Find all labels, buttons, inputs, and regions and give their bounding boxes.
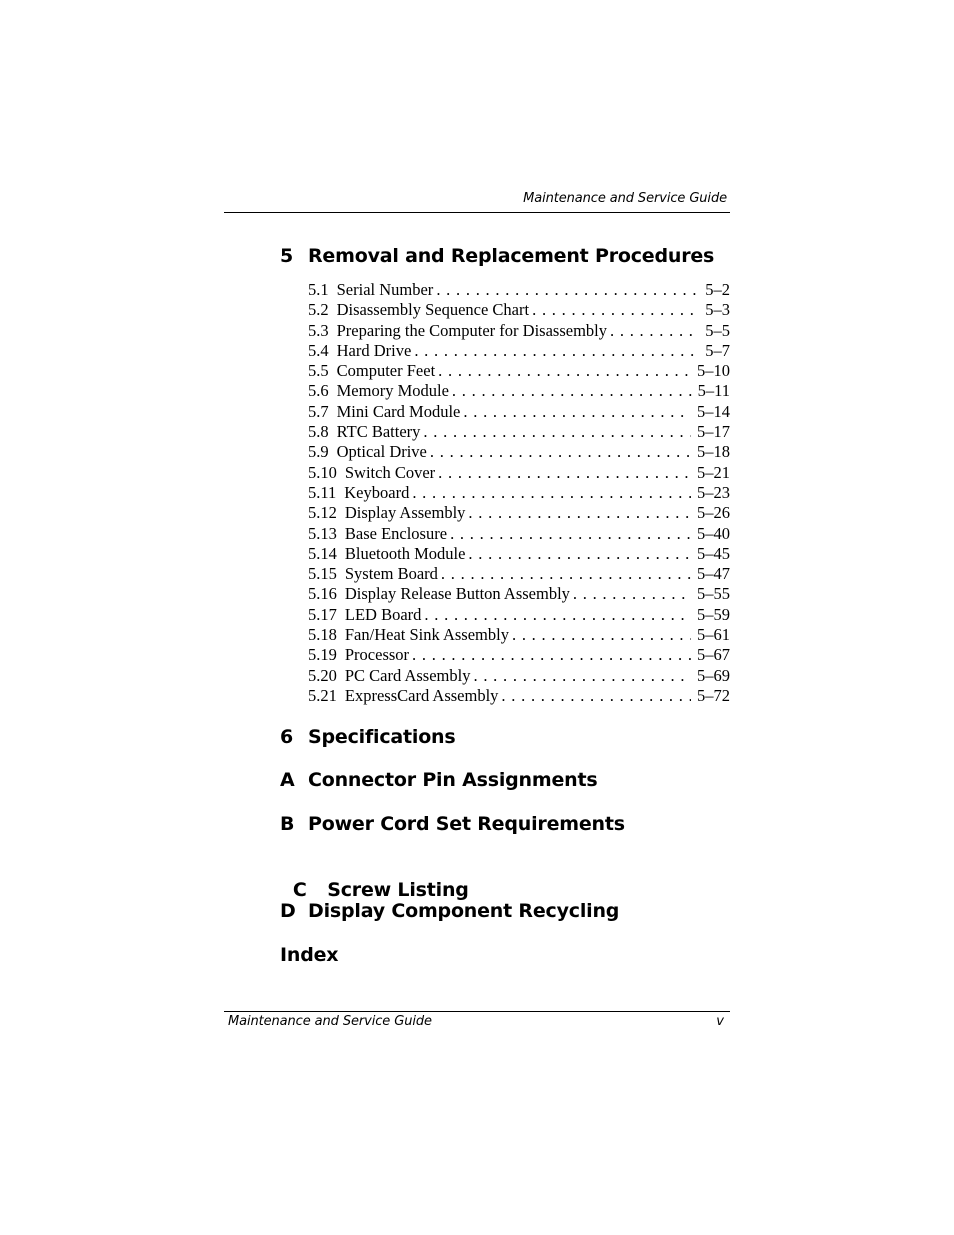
section-title: RTC Battery [336,422,421,442]
dot-leader [424,605,691,625]
page-ref: 5–72 [697,685,730,705]
dot-leader [463,402,691,422]
section-title: Display Assembly [344,503,466,523]
section-number: 5.10 [308,462,337,482]
chapter-title: Screw Listing [320,879,469,901]
section-title: Switch Cover [344,462,436,482]
section-title: PC Card Assembly [344,665,471,685]
chapter-title: Index [280,944,339,966]
dot-leader [436,280,699,300]
page-ref: 5–18 [697,442,730,462]
toc-entry-5-20[interactable] [308,666,730,686]
section-number: 5.9 [308,442,329,462]
chapter-number: 5 [280,245,294,267]
section-number: 5.7 [308,401,329,421]
toc-entry-5-14[interactable] [308,544,730,564]
dot-leader [512,625,691,645]
dot-leader [501,686,691,706]
toc-entry-5-9[interactable] [308,442,730,462]
page-ref: 5–5 [705,320,730,340]
chapter-title: Removal and Replacement Procedures [308,245,715,267]
section-number: 5.8 [308,422,329,442]
page-footer [224,1011,730,1034]
toc-entry-5-12[interactable] [308,503,730,523]
section-number: 5.6 [308,381,329,401]
toc-entry-5-19[interactable] [308,645,730,665]
page-ref: 5–17 [697,422,730,442]
toc-entry-5-18[interactable] [308,625,730,645]
chapter-title: Specifications [308,726,456,748]
dot-leader [412,483,691,503]
page-ref: 5–47 [697,564,730,584]
page-ref: 5–10 [697,361,730,381]
section-title: Fan/Heat Sink Assembly [344,625,509,645]
toc-entry-5-4[interactable] [308,341,730,361]
chapter-heading-d[interactable] [280,900,619,922]
section-number: 5.3 [308,320,329,340]
section-title: Bluetooth Module [344,543,466,563]
chapter-heading-5[interactable] [280,245,714,267]
page-ref: 5–14 [697,401,730,421]
page-number: v [716,1014,724,1029]
section-title: Optical Drive [336,442,427,462]
section-title: Disassembly Sequence Chart [336,300,530,320]
section-title: Base Enclosure [344,523,448,543]
page-ref: 5–11 [697,381,730,401]
toc-entry-5-16[interactable] [308,584,730,604]
toc-entry-5-3[interactable] [308,321,730,341]
page-ref: 5–2 [705,280,730,299]
section-number: 5.21 [308,685,337,705]
section-number: 5.19 [308,645,337,665]
chapter-heading-index[interactable] [280,944,338,966]
chapter-number: 6 [280,726,294,748]
page-ref: 5–59 [697,604,730,624]
section-number: 5.13 [308,523,337,543]
toc-entry-5-11[interactable] [308,483,730,503]
section-number: 5.12 [308,503,337,523]
section-title: Display Release Button Assembly [344,584,570,604]
chapter-number: B [280,813,295,835]
section-number: 5.16 [308,584,337,604]
section-title: Processor [344,645,410,665]
header-running-title: Maintenance and Service Guide [523,191,727,206]
page-ref: 5–69 [697,665,730,685]
section-number: 5.4 [308,340,329,360]
toc-entry-5-5[interactable] [308,361,730,381]
chapter-heading-c[interactable] [280,857,469,901]
toc-entry-5-21[interactable] [308,686,730,706]
section-title: System Board [344,564,438,584]
section-title: Memory Module [336,381,449,401]
dot-leader [414,341,699,361]
section-number: 5.14 [308,543,337,563]
chapter-heading-6[interactable] [280,726,456,748]
dot-leader [430,442,691,462]
section-number: 5.5 [308,361,329,381]
toc-section-list [308,280,730,706]
chapter-number: A [280,769,295,791]
dot-leader [438,361,691,381]
section-title: Mini Card Module [336,401,461,421]
dot-leader [468,503,691,523]
toc-entry-5-1[interactable] [308,280,730,300]
page-ref: 5–23 [697,482,730,502]
section-number: 5.2 [308,300,329,320]
section-title: ExpressCard Assembly [344,685,499,705]
page-ref: 5–21 [697,462,730,482]
page-ref: 5–55 [697,584,730,604]
chapter-title: Display Component Recycling [308,900,620,922]
page-header [224,190,730,213]
section-title: Serial Number [336,280,434,299]
dot-leader [438,463,691,483]
dot-leader [441,564,691,584]
toc-entry-5-8[interactable] [308,422,730,442]
section-title: LED Board [344,604,422,624]
footer-running-title: Maintenance and Service Guide [228,1014,432,1029]
dot-leader [610,321,699,341]
dot-leader [468,544,691,564]
dot-leader [450,524,691,544]
page-ref: 5–7 [705,340,730,360]
page-ref: 5–45 [697,543,730,563]
section-number: 5.1 [308,280,329,299]
dot-leader [573,584,691,604]
toc-entry-5-2[interactable] [308,300,730,320]
chapter-heading-b[interactable] [280,813,625,835]
dot-leader [452,381,692,401]
page-ref: 5–26 [697,503,730,523]
dot-leader [423,422,691,442]
section-title: Computer Feet [336,361,436,381]
chapter-title: Power Cord Set Requirements [308,813,625,835]
section-title: Preparing the Computer for Disassembly [336,320,607,340]
section-number: 5.18 [308,625,337,645]
dot-leader [532,300,699,320]
section-title: Keyboard [344,482,410,502]
toc-entry-5-6[interactable] [308,381,730,401]
section-title: Hard Drive [336,340,412,360]
page-ref: 5–61 [697,625,730,645]
chapter-heading-a[interactable] [280,769,597,791]
page-ref: 5–40 [697,523,730,543]
toc-entry-5-15[interactable] [308,564,730,584]
chapter-title: Connector Pin Assignments [308,769,598,791]
chapter-number: D [280,900,296,922]
page-ref: 5–67 [697,645,730,665]
page-ref: 5–3 [705,300,730,320]
toc-entry-5-13[interactable] [308,524,730,544]
section-number: 5.17 [308,604,337,624]
section-number: 5.11 [308,482,337,502]
dot-leader [412,645,691,665]
toc-entry-5-17[interactable] [308,605,730,625]
dot-leader [473,666,691,686]
toc-entry-5-7[interactable] [308,402,730,422]
chapter-number: C [292,879,307,901]
toc-entry-5-10[interactable] [308,463,730,483]
section-number: 5.15 [308,564,337,584]
section-number: 5.20 [308,665,337,685]
